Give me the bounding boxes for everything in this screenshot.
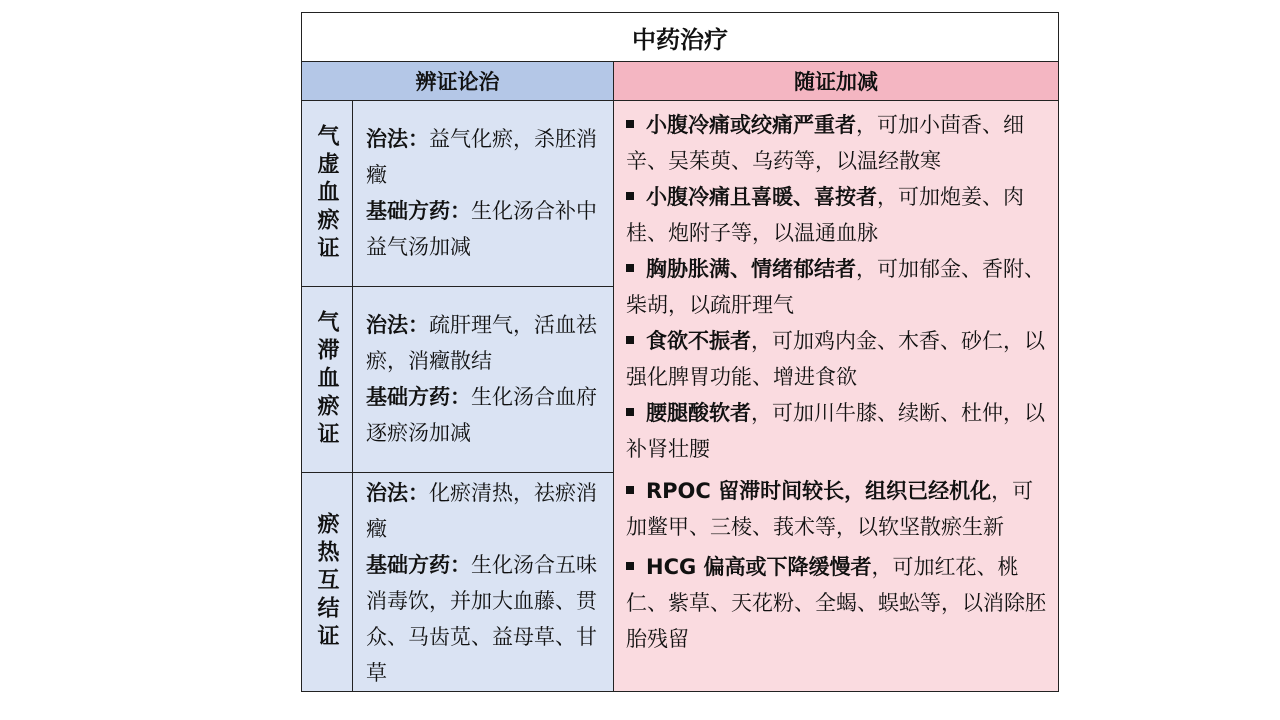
modification-item: HCG 偏高或下降缓慢者，可加红花、桃仁、紫草、天花粉、全蝎、蜈蚣等，以消除胚胎残留 bbox=[626, 554, 1046, 651]
formula-label: 基础方药： bbox=[366, 198, 471, 223]
formula-text: 生化汤合补中益气汤加减 bbox=[366, 199, 597, 259]
syndrome-name: 瘀热互结证 bbox=[302, 473, 353, 691]
syndrome-detail bbox=[366, 121, 605, 265]
header-syndrome-differentiation: 辨证论治 bbox=[302, 62, 614, 101]
method-text: 疏肝理气，活血祛瘀，消癥散结 bbox=[366, 313, 597, 373]
syndrome-column bbox=[302, 101, 614, 691]
syndrome-detail bbox=[366, 307, 605, 451]
bullet-icon bbox=[626, 264, 634, 272]
modification-item: 食欲不振者，可加鸡内金、木香、砂仁，以强化脾胃功能、增进食欲 bbox=[626, 328, 1045, 389]
table-title: 中药治疗 bbox=[302, 13, 1058, 62]
syndrome-row-yure bbox=[302, 473, 613, 691]
modification-item: 腰腿酸软者，可加川牛膝、续断、杜仲，以补肾壮腰 bbox=[626, 400, 1045, 461]
tcm-treatment-table bbox=[301, 12, 1059, 692]
bullet-icon bbox=[626, 120, 634, 128]
method-label: 治法： bbox=[366, 480, 429, 505]
syndrome-name: 气滞血瘀证 bbox=[302, 287, 353, 472]
bullet-icon bbox=[626, 562, 634, 570]
method-label: 治法： bbox=[366, 126, 429, 151]
formula-text: 生化汤合五味消毒饮，并加大血藤、贯众、马齿苋、益母草、甘草 bbox=[366, 553, 597, 685]
formula-label: 基础方药： bbox=[366, 384, 471, 409]
modification-item: RPOC 留滞时间较长，组织已经机化，可加鳖甲、三棱、莪术等，以软坚散瘀生新 bbox=[626, 478, 1034, 539]
header-modifications: 随证加减 bbox=[614, 62, 1058, 101]
bullet-icon bbox=[626, 486, 634, 494]
formula-text: 生化汤合血府逐瘀汤加减 bbox=[366, 385, 597, 445]
modification-item: 胸胁胀满、情绪郁结者，可加郁金、香附、柴胡，以疏肝理气 bbox=[626, 256, 1045, 317]
modification-column bbox=[614, 101, 1058, 691]
modification-item: 小腹冷痛且喜暖、喜按者，可加炮姜、肉桂、炮附子等，以温通血脉 bbox=[626, 184, 1024, 245]
bullet-icon bbox=[626, 408, 634, 416]
syndrome-row-qixu bbox=[302, 101, 613, 287]
syndrome-row-qizhi bbox=[302, 287, 613, 473]
formula-label: 基础方药： bbox=[366, 552, 471, 577]
modification-item: 小腹冷痛或绞痛严重者，可加小茴香、细辛、吴茱萸、乌药等，以温经散寒 bbox=[626, 112, 1024, 173]
syndrome-name: 气虚血瘀证 bbox=[302, 101, 353, 286]
bullet-icon bbox=[626, 192, 634, 200]
method-text: 化瘀清热，祛瘀消癥 bbox=[366, 481, 597, 541]
method-label: 治法： bbox=[366, 312, 429, 337]
syndrome-detail bbox=[366, 475, 605, 691]
bullet-icon bbox=[626, 336, 634, 344]
method-text: 益气化瘀，杀胚消癥 bbox=[366, 127, 597, 187]
